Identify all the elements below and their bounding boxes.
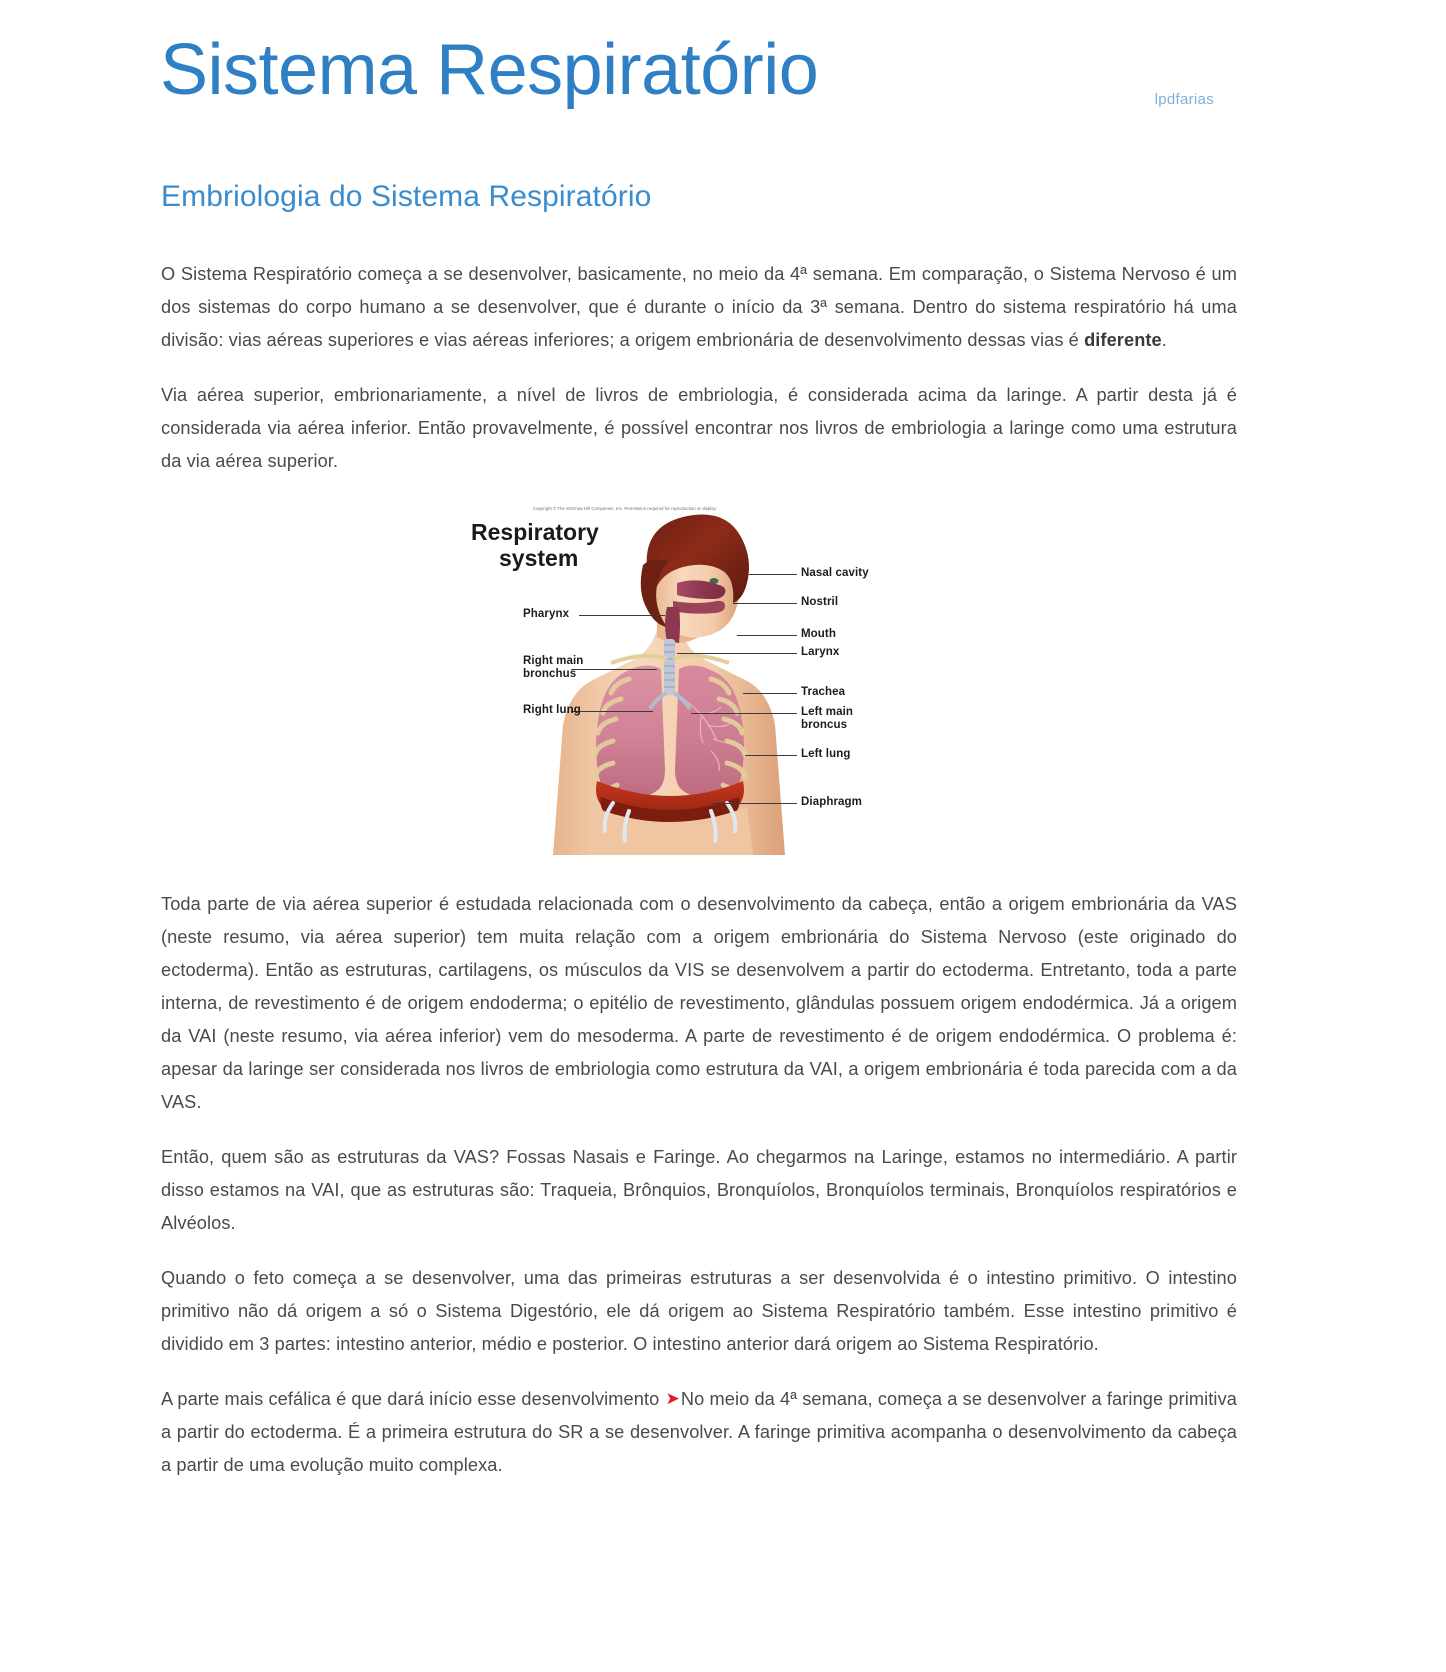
leader-trachea [743, 693, 797, 694]
figure-copyright: Copyright © The McGraw-Hill Companies, Inc. Permission required for reproduction or display. [533, 506, 717, 511]
leader-diaphragm [711, 803, 797, 804]
paragraph-3: Toda parte de via aérea superior é estudada relacionada com o desenvolvimento da cabeça, então a origem embrionária da VAS (neste resumo, via aérea superior) tem muita relação com a origem embrionária do Sistema Nervoso (este originado do ectoderma). Então as estruturas, cartilagens, os músculos da VIS se desenvolvem a partir do ectoderma. Entretanto, toda a parte interna, de revestimento é de origem endoderma; o epitélio de revestimento, glândulas possuem origem endodérmica. Já a origem da VAI (neste resumo, via aérea inferior) vem do mesoderma. A parte de revestimento é de origem endodérmica. O problema é: apesar da laringe ser considerada nos livros de embriologia como estrutura da VAI, a origem embrionária é toda parecida com a da VAS. [161, 894, 1237, 1112]
figure-label-right-lung: Right lung [523, 704, 581, 716]
page-title: Sistema Respiratório [160, 30, 819, 110]
leader-left-lung [745, 755, 797, 756]
red-arrow-icon: ➤ [665, 1389, 680, 1408]
figure-label-left-main-bronchus-line2: broncus [801, 719, 848, 731]
figure-label-nostril: Nostril [801, 596, 839, 608]
leader-left-bronchus [691, 713, 797, 714]
paragraph-6-text-b: No meio da 4ª semana, começa a se desenvolver a faringe primitiva a partir do ectoderma. É a primeira estrutura do SR a se desenvolver. A faringe primitiva acompanha o desenvolvimento da cabeça a partir de uma evolução muito complexa. [161, 1389, 1237, 1475]
paragraph-6 [161, 1383, 1237, 1482]
paragraph-1 [161, 258, 1237, 357]
paragraph-1-text-b: . [1161, 330, 1167, 350]
leader-larynx [677, 653, 797, 654]
figure-label-pharynx: Pharynx [523, 608, 570, 620]
figure-label-right-main-bronchus-line2: bronchus [523, 668, 577, 680]
figure-label-diaphragm: Diaphragm [801, 796, 862, 808]
figure-label-trachea: Trachea [801, 686, 846, 698]
document-body [161, 258, 1237, 1482]
leader-right-bronchus [571, 669, 657, 670]
paragraph-1-text-a: O Sistema Respiratório começa a se desenvolver, basicamente, no meio da 4ª semana. Em comparação, o Sistema Nervoso é um dos sistemas do corpo humano a se desenvolver, que é durante o início da 3ª semana. Dentro do sistema respiratório há uma divisão: vias aéreas superiores e vias aéreas inferiores; a origem embrionária de desenvolvimento dessas vias é [161, 264, 1237, 350]
figure-title-line2: system [499, 545, 579, 571]
figure-label-right-main-bronchus: Right main [523, 655, 584, 667]
figure-label-mouth: Mouth [801, 628, 836, 640]
emphasis-diferente: diferente [1084, 330, 1162, 350]
leader-nasal-cavity [749, 574, 797, 575]
section-heading: Embriologia do Sistema Respiratório [161, 180, 652, 213]
paragraph-4: Então, quem são as estruturas da VAS? Fossas Nasais e Faringe. Ao chegarmos na Laringe, estamos no intermediário. A partir disso estamos na VAI, que as estruturas são: Traqueia, Brônquios, Bronquíolos, Bronquíolos terminais, Bronquíolos respiratórios e Alvéolos. [161, 1147, 1237, 1233]
author-byline: lpdfarias [1154, 91, 1214, 108]
leader-right-lung [571, 711, 653, 712]
paragraph-2: Via aérea superior, embrionariamente, a nível de livros de embriologia, é considerada acima da laringe. A partir desta já é considerada via aérea inferior. Então provavelmente, é possível encontrar nos livros de embriologia a laringe como uma estrutura da via aérea superior. [161, 385, 1237, 471]
leader-pharynx [579, 615, 665, 616]
respiratory-system-figure [461, 503, 878, 855]
figure-label-nasal-cavity: Nasal cavity [801, 567, 869, 579]
leader-nostril [733, 603, 797, 604]
figure-label-larynx: Larynx [801, 646, 840, 658]
figure-title-line1: Respiratory [471, 519, 599, 545]
document-header [160, 28, 1240, 120]
paragraph-6-text-a: A parte mais cefálica é que dará início esse desenvolvimento [161, 1389, 665, 1409]
leader-mouth [737, 635, 797, 636]
figure-label-left-lung: Left lung [801, 748, 851, 760]
paragraph-5: Quando o feto começa a se desenvolver, uma das primeiras estruturas a ser desenvolvida é o intestino primitivo. O intestino primitivo não dá origem a só o Sistema Digestório, ele dá origem ao Sistema Respiratório também. Esse intestino primitivo é dividido em 3 partes: intestino anterior, médio e posterior. O intestino anterior dará origem ao Sistema Respiratório. [161, 1268, 1237, 1354]
figure-label-left-main-bronchus: Left main [801, 706, 854, 718]
